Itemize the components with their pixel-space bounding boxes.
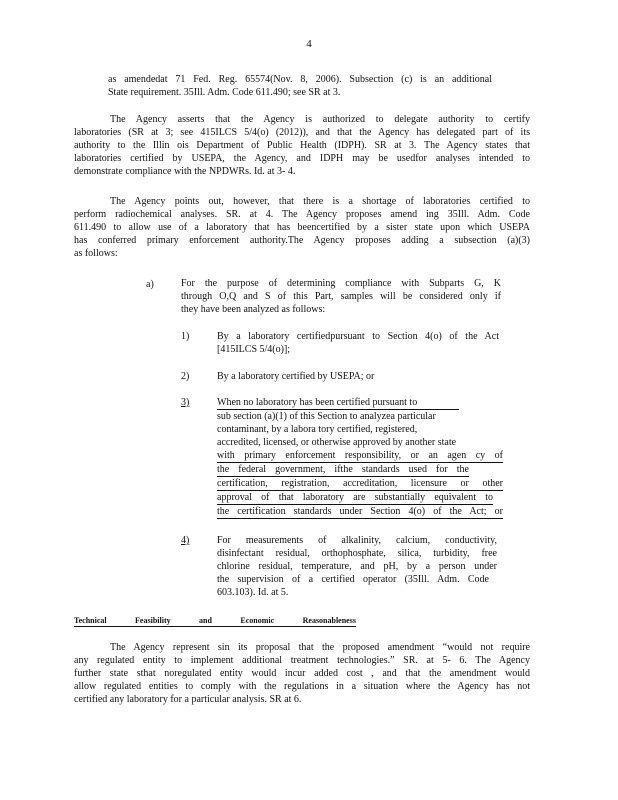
- item-2-text: [217, 370, 417, 383]
- text-line: disinfectant residual, orthophosphate, silica, turbidity, free: [217, 548, 497, 559]
- text-line: through O,Q and S of this Part, samples will be considered only if: [181, 291, 501, 302]
- text-line: State requirement. 35Ill. Adm. Code 611.490; see SR at 3.: [108, 87, 341, 98]
- text-line: perform radiochemical analyses. SR. at 4. The Agency proposes amend ing 35Ill. Adm. Code: [74, 209, 530, 220]
- text-line: demonstrate compliance with the NPDWRs. Id. at 3- 4.: [74, 166, 296, 177]
- text-line: sub section (a)(1) of this Section to analyzea particular: [217, 411, 436, 422]
- text-line: the certification standards under Section 4(o) of the Act; or: [217, 506, 503, 517]
- heading-word: and: [199, 616, 212, 625]
- text-line: 603.103). Id. at 5.: [217, 587, 289, 598]
- text-line: authority to the Illin ois Department of Public Health (IDPH). SR at 3. The Agency states that: [74, 140, 530, 151]
- subsection-a-label: a): [146, 279, 154, 290]
- text-line: further state sthat noregulated entity would incur added cost , and that the amendment would: [74, 668, 530, 679]
- text-line: The Agency points out, however, that there is a shortage of laboratories certified to: [110, 196, 530, 207]
- text-line: allow regulated entities to comply with the regulations in a situation where the Agency has not: [74, 681, 530, 692]
- heading-word: Technical: [74, 616, 107, 625]
- page-number: 4: [306, 38, 312, 50]
- paragraph-delegation: [74, 113, 530, 178]
- text-line: When no laboratory has been certified pursuant to: [217, 396, 459, 410]
- text-line: accredited, licensed, or otherwise approved by another state: [217, 437, 457, 448]
- paragraph-shortage: [74, 195, 530, 260]
- item-3-text: [217, 396, 503, 519]
- paragraph-feasibility: [74, 641, 530, 706]
- subsection-a-text: [181, 277, 501, 316]
- text-line: [415ILCS 5/4(o)];: [217, 344, 291, 355]
- text-line: The Agency asserts that the Agency is authorized to delegate authority to certify: [110, 114, 530, 125]
- text-line: with primary enforcement responsibility, or an agen cy of: [217, 450, 503, 461]
- text-line: By a laboratory certifiedpursuant to Section 4(o) of the Act: [217, 331, 499, 342]
- text-line: as amendedat 71 Fed. Reg. 65574(Nov. 8, 2006). Subsection (c) is an additional: [108, 74, 492, 85]
- text-line: the federal government, ifthe standards used for the: [217, 464, 469, 475]
- item-1-label: 1): [181, 331, 190, 342]
- text-line: By a laboratory certified by USEPA; or: [217, 371, 375, 382]
- text-line: approval of that laboratory are substantially equivalent to: [217, 492, 493, 503]
- item-4-text: [217, 534, 497, 599]
- text-line: 611.490 to allow use of a laboratory that has beencertified by a sister state upon which USEPA: [74, 222, 530, 233]
- text-line: laboratories certified by USEPA, the Agency, and IDPH may be usedfor analyses intended to: [74, 153, 530, 164]
- heading-word: Reasonableness: [302, 616, 356, 625]
- text-line: contaminant, by a labora tory certified, registered,: [217, 424, 418, 435]
- text-line: certified any laboratory for a particular analysis. SR at 6.: [74, 694, 302, 705]
- heading-word: Feasibility: [135, 616, 171, 625]
- item-2-label: 2): [181, 371, 190, 382]
- text-line: For the purpose of determining compliance with Subparts G, K: [181, 278, 501, 289]
- text-line: certification, registration, accreditation, licensure or other: [217, 478, 503, 489]
- text-line: The Agency represent sin its proposal that the proposed amendment “would not require: [110, 642, 530, 653]
- heading-word: Economic: [240, 616, 275, 625]
- text-line: laboratories (SR at 3; see 415ILCS 5/4(o) (2012)), and that the Agency has delegated part of its: [74, 127, 530, 138]
- item-3-label: 3): [181, 397, 190, 408]
- text-line: as follows:: [74, 248, 118, 259]
- paragraph-continuation: [108, 73, 492, 99]
- item-4-label: 4): [181, 535, 190, 546]
- text-line: has conferred primary enforcement authority.The Agency proposes adding a subsection (a)(3): [74, 235, 530, 246]
- text-line: For measurements of alkalinity, calcium, conductivity,: [217, 535, 497, 546]
- text-line: chlorine residual, temperature, and pH, by a person under: [217, 561, 497, 572]
- item-1-text: [217, 330, 499, 356]
- text-line: the supervision of a certified operator (35Ill. Adm. Code: [217, 574, 489, 585]
- section-heading: [74, 616, 356, 627]
- text-line: any regulated entity to implement additional treatment technologies.” SR. at 5- 6. The Agency: [74, 655, 530, 666]
- text-line: they have been analyzed as follows:: [181, 304, 326, 315]
